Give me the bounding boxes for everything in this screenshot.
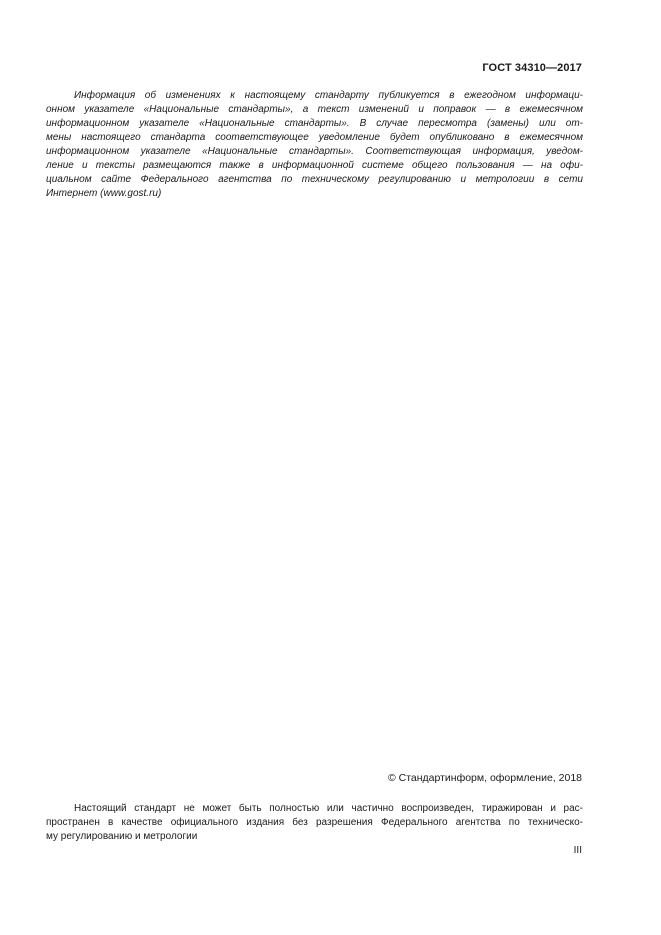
info-notice-line: ление и тексты размещаются также в информационной системе общего пользования — на офи- — [46, 160, 583, 171]
info-notice-line: информационном указателе «Национальные стандарты». Соответствующая информация, уведом- — [46, 146, 583, 157]
info-notice-line: циальном сайте Федерального агентства по техническому регулированию и метрологии в сети — [46, 174, 583, 185]
info-notice-line: мены настоящего стандарта соответствующее уведомление будет опубликовано в ежемесячном — [46, 132, 583, 143]
standard-code: ГОСТ 34310—2017 — [482, 62, 582, 74]
info-notice-line: Интернет (www.gost.ru) — [46, 188, 162, 199]
legal-notice-line: му регулированию и метрологии — [46, 831, 198, 842]
legal-notice-paragraph — [46, 802, 583, 844]
copyright-notice: © Стандартинформ, оформление, 2018 — [387, 772, 582, 784]
legal-notice-line: Настоящий стандарт не может быть полностью или частично воспроизведен, тиражирован и рас- — [74, 803, 583, 814]
info-notice-line: Информация об изменениях к настоящему стандарту публикуется в ежегодном информаци- — [74, 90, 583, 101]
info-notice-paragraph — [46, 89, 583, 201]
legal-notice-line: пространен в качестве официального издания без разрешения Федерального агентства по техническо- — [46, 817, 583, 828]
page-number: III — [573, 845, 582, 856]
info-notice-line: информационном указателе «Национальные стандарты». В случае пересмотра (замены) или от- — [46, 118, 583, 129]
info-notice-line: онном указателе «Национальные стандарты», а текст изменений и поправок — в ежемесячном — [46, 104, 583, 115]
